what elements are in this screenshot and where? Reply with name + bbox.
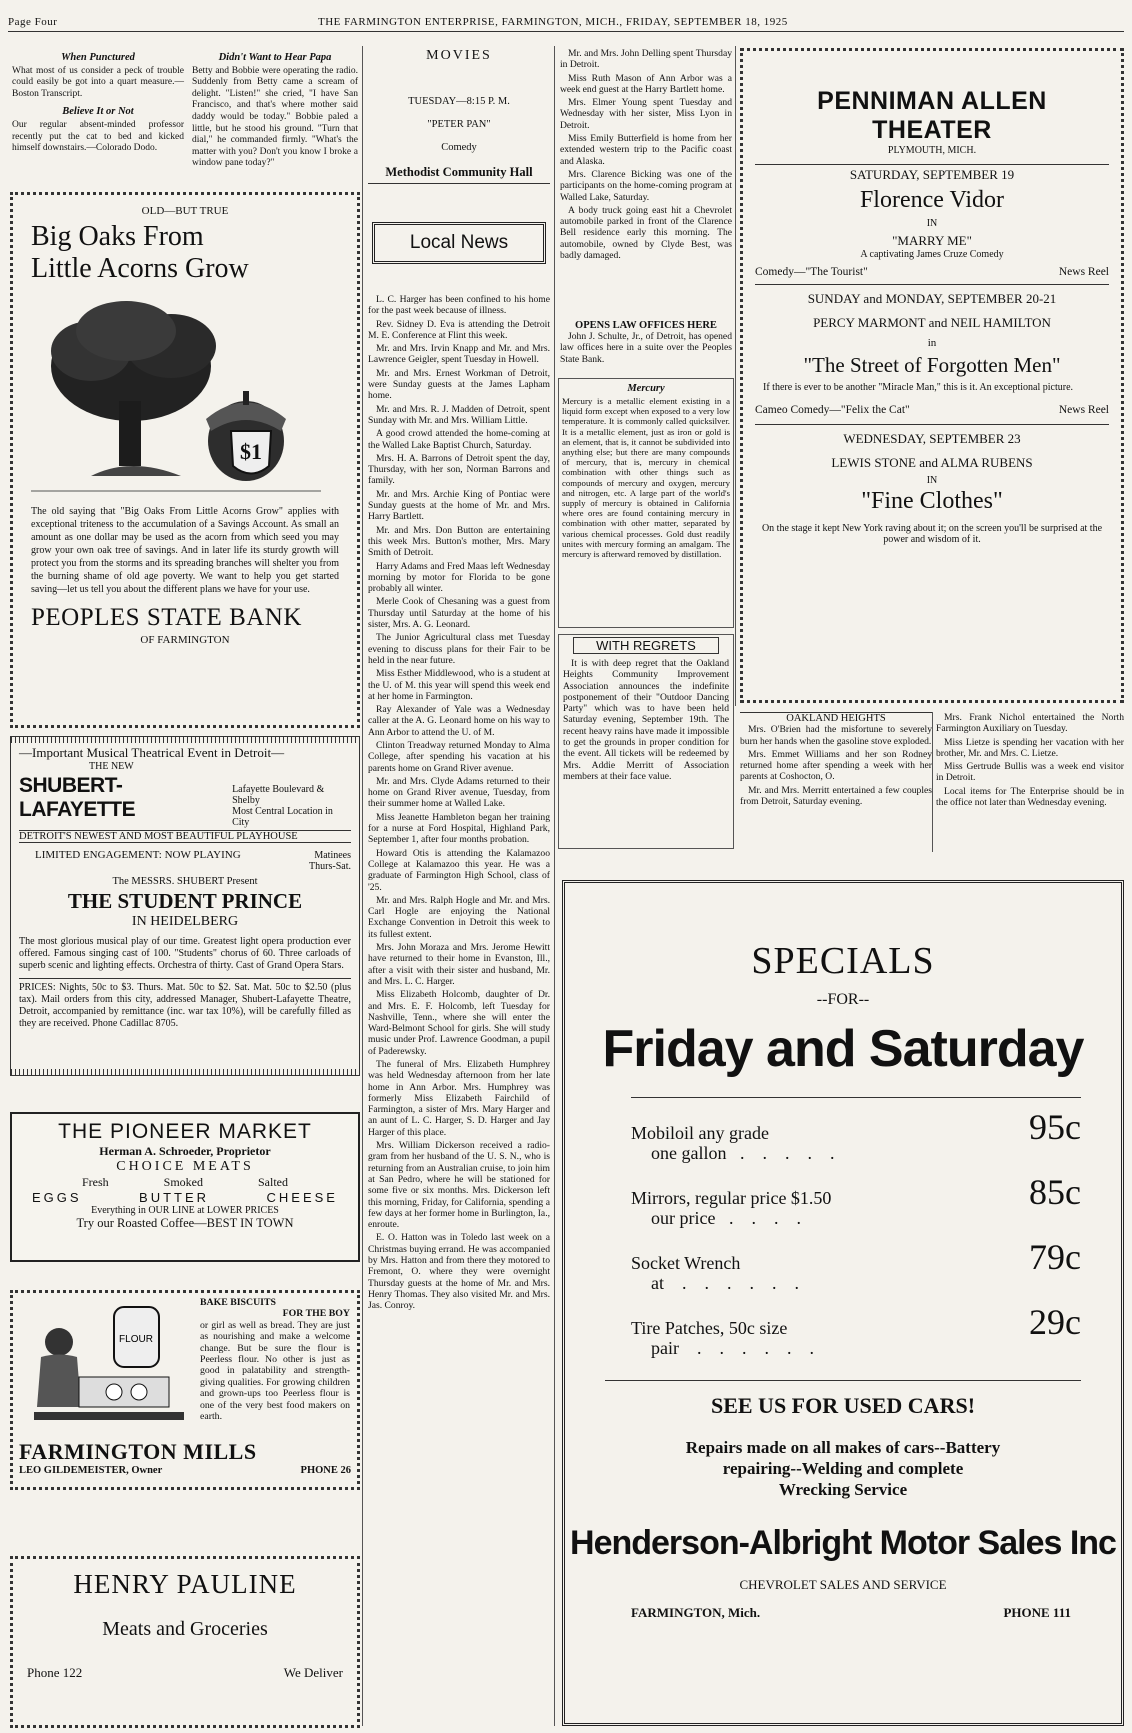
- specials-for: --FOR--: [816, 991, 870, 1008]
- desc-line: [651, 1273, 799, 1293]
- local-news-item: Miss Esther Middlewood, who is a student at the U. of M. this year will spend this week end at her home in Farmington.: [368, 668, 550, 702]
- local-news-item: The Junior Agricultural class met Tuesday evening to discuss plans for their Fair to be held in the near future.: [368, 632, 550, 666]
- border-hatch: [11, 1069, 359, 1075]
- movies-title: "PETER PAN": [427, 119, 491, 130]
- extra-2a: Cameo Comedy—"Felix the Cat": [755, 403, 910, 416]
- oakland-items: [740, 724, 932, 807]
- local-news-item: Mr. and Mrs. Archie King of Pontiac were Sunday guests at the home of Mr. and Mrs. Harry Bartlett.: [368, 488, 550, 523]
- special-item: [631, 1106, 1081, 1163]
- desc-text: pair: [651, 1338, 679, 1358]
- extra-1a: Comedy—"The Tourist": [755, 266, 868, 278]
- mills-subhead: FOR THE BOY: [282, 1308, 350, 1320]
- law-head: OPENS LAW OFFICES HERE: [575, 320, 717, 331]
- oakland-item: Mr. and Mrs. Merritt entertained a few couples from Detroit, Saturday evening.: [740, 784, 932, 808]
- bank-name: PEOPLES STATE BANK: [31, 604, 302, 631]
- heading: Didn't Want to Hear Papa: [218, 52, 332, 63]
- special-item: [631, 1236, 1081, 1293]
- special-price: 95c: [1029, 1107, 1081, 1147]
- salted: Salted: [257, 1175, 288, 1189]
- regrets-box: [558, 634, 734, 849]
- body: Our regular absent-minded professor recently put the cat to bed and kicked himself downstairs.—Colorado Dodo.: [12, 119, 184, 154]
- movies-notice: [368, 48, 550, 204]
- desc-line: Socket Wrench: [631, 1253, 741, 1273]
- local-news-item: Ray Alexander of Yale was a Wednesday caller at the A. G. Leonard home on his way to Ann Arbor to attend the U. of M.: [368, 704, 550, 738]
- local-news-item: A good crowd attended the home-coming at the Walled Lake Baptist Church, Saturday.: [368, 428, 550, 451]
- dot-leader: . . . . . .: [664, 1273, 799, 1293]
- short-item-punctured: [12, 50, 184, 155]
- mills-body: or girl as well as bread. They are just as nourishing and make a welcome change. But be sure the flour is Peerless flour. No other is just as good in palatability and strength-giving qualities. For growing children and grown-ups too Peerless flour is one of the very best food makers on earth.: [200, 1319, 350, 1423]
- note-3: On the stage it kept New York raving about it; on the screen you'll be surprised at the power and wisdom of it.: [761, 522, 1103, 545]
- pauline-name: HENRY PAULINE: [73, 1569, 297, 1599]
- matinees-line: Thurs-Sat.: [309, 861, 351, 872]
- body: What most of us consider a peck of trouble could easily be got into a quart measure.—Boston Transcript.: [12, 65, 184, 99]
- coffee-line: Try our Roasted Coffee—BEST IN TOWN: [76, 1216, 294, 1230]
- henry-pauline-advertisement: [10, 1556, 360, 1728]
- desc-text: at: [651, 1273, 664, 1293]
- local-news-item: Mr. and Mrs. Irvin Knapp and Mr. and Mrs. Lawrence Geigler, spent Tuesday in Howell.: [368, 343, 550, 366]
- flour-label: FLOUR: [119, 1334, 153, 1345]
- oakland-item: Mrs. Emmet Williams and her son Rodney returned home after spending a week with her parents at Coshocton, O.: [740, 748, 932, 783]
- repairs-line: repairing--Welding and complete: [722, 1459, 964, 1478]
- show-subtitle: IN HEIDELBERG: [131, 914, 239, 929]
- dot-leader: . . . . .: [726, 1143, 835, 1163]
- lower-prices: Everything in OUR LINE at LOWER PRICES: [91, 1205, 279, 1216]
- cheese: CHEESE: [266, 1190, 338, 1205]
- event-line: —Important Musical Theatrical Event in Detroit—: [19, 745, 285, 760]
- repairs-line: Wrecking Service: [778, 1480, 908, 1499]
- prices: PRICES: Nights, 50c to $3. Thurs. Mat. 50c to $2. Sat. Mat. 50c to $2.50 (plus tax). Mail orders from this city, addressed Manager, Shubert-Lafayette Theatre, Detroit, accompanied by remittance (inc. war tax 10%), will be carefully filled as they are received. Phone Cadillac 8705.: [19, 978, 351, 1030]
- film-1: "MARRY ME": [892, 233, 972, 248]
- desc-line: [651, 1338, 814, 1358]
- auxiliary-item: Mrs. Frank Nichol entertained the North Farmington Auxiliary on Tuesday.: [936, 712, 1124, 735]
- local-news-item: Mrs. John Moraza and Mrs. Jerome Hewitt have returned to their home in Evanston, Ill., after a visit with their sister and husband, Mr. and Mrs. L. C. Harger.: [368, 942, 550, 987]
- special-item: [631, 1301, 1081, 1358]
- desc-line: [651, 1143, 834, 1163]
- note-2: If there is ever to be another "Miracle Man," this is it. An exceptional picture.: [763, 382, 1074, 393]
- matinees-line: Matinees: [314, 850, 351, 861]
- theater-address: [232, 784, 351, 828]
- bank-body: The old saying that "Big Oaks From Little Acorns Grow" applies with exceptional triteness to the accumulation of a Savings Account. As small an amount as one dollar may be used as the acorn from which seed you may grow your own oak tree of savings. And in later life its sturdy growth will protect you from the storms and its spreading branches will shelter you from the burning shame of old age poverty. We want to help you get started saving—let us tell you about the different plans we have for your use.: [31, 506, 339, 595]
- in-3: IN: [926, 474, 938, 486]
- specials-head: SPECIALS: [751, 940, 935, 982]
- local-news-item: Miss Jeanette Hambleton began her training for a nurse at Ford Hospital, Highland Park, September 1, after four months probation.: [368, 811, 550, 846]
- desc-line: Mirrors, regular price $1.50: [631, 1188, 832, 1208]
- oakland-heights-news: [740, 712, 932, 862]
- pauline-line: Meats and Groceries: [102, 1618, 268, 1640]
- film-2: "The Street of Forgotten Men": [803, 353, 1061, 377]
- penniman-theater-advertisement: [740, 48, 1124, 703]
- theater-name: SHUBERT-LAFAYETTE: [19, 774, 136, 821]
- local-news-item: L. C. Harger has been confined to his home for the past week because of illness.: [368, 294, 550, 317]
- desc-line: Mobiloil any grade: [631, 1123, 769, 1143]
- auxiliary-news: [936, 712, 1124, 862]
- regrets-body: It is with deep regret that the Oakland Heights Community Improvement Association announces the indefinite postponement of their "Outdoor Dancing Party" which was to have been held Saturday evening, September 19th. The recent heavy rains have made it impossible to get the grounds in proper condition for the event. All tickets will be redeemed by Mrs. Addie Merritt of Association members at their face value.: [563, 658, 729, 782]
- local-news-item: Mr. and Mrs. Don Button are entertaining this week Mrs. Button's mother, Mrs. Mary Smith of Detroit.: [368, 524, 550, 559]
- newspaper-title: THE FARMINGTON ENTERPRISE, FARMINGTON, MICH., FRIDAY, SEPTEMBER 18, 1925: [318, 16, 788, 28]
- date-1: SATURDAY, SEPTEMBER 19: [755, 164, 1109, 183]
- pioneer-market-advertisement: [10, 1112, 360, 1262]
- flour-sack-illustration: [19, 1297, 194, 1437]
- proprietor: Herman A. Schroeder, Proprietor: [99, 1144, 271, 1158]
- desc-text: one gallon: [651, 1143, 727, 1163]
- special-desc: [631, 1318, 814, 1358]
- local-news-item: Mr. and Mrs. Ralph Hogle and Mr. and Mrs. Carl Hogle are enjoying the National Exchange Convention in Detroit this week to its fullest extent.: [368, 894, 550, 940]
- date-3: WEDNESDAY, SEPTEMBER 23: [843, 430, 1021, 446]
- page-number: Page Four: [8, 16, 58, 28]
- movies-time: TUESDAY—8:15 P. M.: [408, 96, 510, 107]
- oak-tree-acorn-illustration: [31, 291, 331, 501]
- theater-tagline: DETROIT'S NEWEST AND MOST BEAUTIFUL PLAYHOUSE: [19, 830, 351, 843]
- market-name: THE PIONEER MARKET: [58, 1120, 312, 1143]
- auxiliary-item: Local items for The Enterprise should be in the office not later than Wednesday evening.: [936, 785, 1124, 809]
- butter: BUTTER: [139, 1190, 210, 1205]
- specials-advertisement: [562, 880, 1124, 1726]
- bank-headline: [31, 221, 339, 285]
- mercury-box: [558, 378, 734, 628]
- special-desc: [631, 1123, 834, 1163]
- mills-owner: LEO GILDEMEISTER, Owner: [19, 1465, 163, 1476]
- local-news-item: Howard Otis is attending the Kalamazoo College at Kalamazoo this year. He was a graduate of Farmington High School, class of '25.: [368, 847, 550, 893]
- mills-head: BAKE BISCUITS: [200, 1297, 276, 1308]
- local-news-item: Mrs. H. A. Barrons of Detroit spent the day, Thursday, with her son, Norman Barrons and family.: [368, 452, 550, 487]
- dollar-label: $1: [240, 439, 262, 464]
- headline-line: Little Acorns Grow: [31, 253, 249, 284]
- dealer-name: Henderson-Albright Motor Sales Inc: [570, 1524, 1116, 1562]
- pauline-phone: Phone 122: [27, 1665, 83, 1680]
- dot-leader: . . . .: [715, 1208, 801, 1228]
- local-news-box: [372, 222, 546, 264]
- local-news-item: Mr. and Mrs. R. J. Madden of Detroit, spent Sunday with Mr. and Mrs. William Little.: [368, 403, 550, 426]
- star-3: LEWIS STONE and ALMA RUBENS: [831, 454, 1033, 470]
- news-item: Mrs. Clarence Bicking was one of the participants on the home-coming program at Walled Lake, Saturday.: [560, 168, 732, 203]
- special-item: [631, 1171, 1081, 1228]
- show-description: The most glorious musical play of our time. Greatest light opera production ever offered. Famous singing cast of 100. "Students" chorus of 60. Three carloads of superb scenic and lighting effects. Orchestra of thirty. Cast of Grand Opera Stars.: [19, 936, 351, 971]
- engagement: LIMITED ENGAGEMENT: NOW PLAYING: [35, 849, 241, 861]
- column-rule: [932, 712, 933, 852]
- note-1: A captivating James Cruze Comedy: [860, 249, 1004, 260]
- local-news-item: The funeral of Mrs. Elizabeth Humphrey was held Wednesday afternoon from her late home in Ann Arbor. Mrs. Humphrey was formerly Miss Elizabeth Fairchild of Farmington, a sister of Mrs. Mary Harger and an aunt of L. C. Harger, S. D. Harger and Jay Harger of this place.: [368, 1059, 550, 1138]
- body: Betty and Bobbie were operating the radio. Suddenly from Betty came a scream of delight. "Listen!" she cried, "I have San Francisco, and that's where mother said daddy would be today." Bobbie paled a little, but he stood his ground. "Turn that dial," he commanded firmly. "What's the matter with you? Don't you know I broke a window pane today?": [192, 65, 358, 169]
- star-2: PERCY MARMONT and NEIL HAMILTON: [813, 315, 1051, 330]
- heading: Believe It or Not: [62, 106, 134, 118]
- movies-kind: Comedy: [441, 142, 477, 153]
- regrets-head: WITH REGRETS: [573, 637, 719, 654]
- penniman-name: PENNIMAN ALLEN THEATER: [817, 87, 1047, 144]
- short-item-papa: [192, 50, 358, 170]
- address-line: Most Central Location in City: [232, 806, 333, 828]
- news-item: Miss Emily Butterfield is home from her extended western trip to the Pacific coast and Alaska.: [560, 133, 732, 167]
- eggs: EGGS: [32, 1190, 82, 1205]
- column-rule: [362, 46, 363, 1726]
- presents: The MESSRS. SHUBERT Present: [112, 876, 258, 887]
- news-item: Mrs. Elmer Young spent Tuesday and Wednesday with her sister, Miss Lyon in Detroit.: [560, 97, 732, 131]
- special-price: 79c: [1029, 1237, 1081, 1277]
- matinees: [309, 850, 351, 872]
- local-news-head: Local News: [409, 232, 509, 253]
- dot-leader: . . . . . .: [678, 1338, 814, 1358]
- special-desc: [631, 1188, 831, 1228]
- headline-line: Big Oaks From: [31, 221, 204, 252]
- local-news-item: Rev. Sidney D. Eva is attending the Detroit M. E. Conference at Flint this week.: [368, 318, 550, 341]
- local-news-item: E. O. Hatton was in Toledo last week on a Christmas buying errand. He was accompanied by Mrs. Hatton and from there they motored to Fremont, O. where they were overnight Thursday guests at the home of Mr. and Mrs. Henry Thomas. They also visited Mr. and Mrs. Jas. Conroy.: [368, 1232, 550, 1312]
- desc-line: [651, 1208, 831, 1228]
- pauline-deliver: We Deliver: [283, 1665, 343, 1680]
- extra-1b: News Reel: [1058, 266, 1109, 278]
- local-news-item: Clinton Treadway returned Monday to Alma College, after spending his vacation at his parents home on Grand River avenue.: [368, 739, 550, 774]
- bank-advertisement: [10, 192, 360, 728]
- farmington-mills-advertisement: [10, 1290, 360, 1490]
- show-title: THE STUDENT PRINCE: [67, 889, 303, 913]
- special-price: 29c: [1029, 1302, 1081, 1342]
- extra-2b: News Reel: [1058, 403, 1109, 416]
- news-item: Miss Ruth Mason of Ann Arbor was a week end guest at the Harry Bartlett home.: [560, 72, 732, 95]
- law-body: John J. Schulte, Jr., of Detroit, has opened law offices here in a suite over the Peoples State Bank.: [560, 331, 732, 365]
- the-new: THE NEW: [89, 761, 134, 772]
- special-price: 85c: [1029, 1172, 1081, 1212]
- auxiliary-item: Miss Gertrude Bullis was a week end visitor in Detroit.: [936, 761, 1124, 784]
- auxiliary-item: Miss Lietze is spending her vacation with her brother, Mr. and Mrs. C. Lietze.: [936, 736, 1124, 759]
- specials-days: Friday and Saturday: [602, 1020, 1084, 1078]
- choice-meats: CHOICE MEATS: [116, 1159, 254, 1174]
- mercury-head: Mercury: [627, 383, 665, 394]
- theater-advertisement: [10, 736, 360, 1076]
- local-news-item: Mr. and Mrs. Ernest Workman of Detroit, were Sunday guests at the James Lapham home.: [368, 367, 550, 402]
- movies-place: Methodist Community Hall: [368, 165, 550, 184]
- bank-town: OF FARMINGTON: [140, 634, 230, 646]
- fresh: Fresh: [82, 1175, 109, 1189]
- film-3: "Fine Clothes": [861, 487, 1003, 514]
- repairs-line: Repairs made on all makes of cars--Battery: [685, 1438, 1001, 1457]
- local-news-item: Mr. and Mrs. Clyde Adams returned to their home on Grand River avenue, Tuesday, from their summer home at Walled Lake.: [368, 775, 550, 810]
- dealer-town: FARMINGTON, Mich.: [631, 1605, 761, 1620]
- local-news-item: Mrs. William Dickerson received a radio-gram from her husband of the U. S. N., who is returning from an Australian cruise, to join him at San Pedro, where he will be stationed for some five or six months. Mrs. Dickerson left this morning, Friday, for California, spending a few days at her former home in Burlington, Ia., enroute.: [368, 1140, 550, 1231]
- date-2: SUNDAY and MONDAY, SEPTEMBER 20-21: [807, 291, 1057, 306]
- desc-line: Tire Patches, 50c size: [631, 1318, 788, 1338]
- law-office-notice: [560, 320, 732, 365]
- mills-phone: PHONE 26: [300, 1465, 351, 1476]
- local-news-item: Harry Adams and Fred Maas left Wednesday morning by motor for Florida to be gone probably all winter.: [368, 560, 550, 595]
- in-2: in: [927, 337, 937, 349]
- bank-kicker: OLD—BUT TRUE: [141, 205, 229, 217]
- used-cars: SEE US FOR USED CARS!: [605, 1380, 1081, 1419]
- movies-head: MOVIES: [426, 48, 492, 63]
- news-item: A body truck going east hit a Chevrolet automobile parked in front of the Clarence Bell residence early this morning. The automobile, owned by Clyde Best, was badly damaged.: [560, 204, 732, 262]
- dealer-phone: PHONE 111: [1003, 1605, 1071, 1620]
- penniman-town: PLYMOUTH, MICH.: [887, 145, 977, 156]
- heading: When Punctured: [61, 52, 135, 63]
- specials-list: [631, 1097, 1081, 1358]
- local-news-column: [368, 294, 550, 1726]
- mercury-body: Mercury is a metallic element existing in a liquid form except when exposed to a very low temperature. It is commonly called quicksilver. It is a metallic element, just as iron or gold is an element, that is, it cannot be subdivided into anything else; but there are many compounds of mercury, that is, mercury in chemical combination with other things such as compounds of mercury and oxygen, mercury and nitrogen, etc. A large part of the world's supply of mercury is obtained in California where ores are found containing mercury in combination with other matter, separated by various chemical processes. Gold dust readily unites with mercury forming an amalgam. The mercury is afterward removed by distillation.: [562, 396, 730, 560]
- column-rule: [735, 46, 736, 706]
- local-news-item: Miss Elizabeth Holcomb, daughter of Dr. and Mrs. E. F. Holcomb, left Tuesday for Nashville, Tenn., where she will enter the Ward-Belmont School for girls. She will study music under Prof. Lawrence Goodman, a pupil of Paderewsky.: [368, 989, 550, 1057]
- star-1: Florence Vidor: [859, 187, 1005, 213]
- repairs: [565, 1437, 1121, 1500]
- local-news-item: Merle Cook of Chesaning was a guest from Thursday until Saturday at the home of his sister, Mrs. A. G. Leonard.: [368, 596, 550, 631]
- masthead: [8, 6, 1124, 32]
- mills-copy: [200, 1297, 350, 1437]
- oakland-head: OAKLAND HEIGHTS: [740, 712, 932, 724]
- in-1: IN: [926, 218, 938, 229]
- oakland-item: Mrs. O'Brien had the misfortune to severely burn her hands when the gasoline stove exploded.: [740, 724, 932, 747]
- mills-name: FARMINGTON MILLS: [19, 1439, 257, 1464]
- smoked: Smoked: [163, 1175, 203, 1189]
- dealer-sub: CHEVROLET SALES AND SERVICE: [739, 1577, 947, 1592]
- column-rule: [554, 46, 555, 1726]
- address-line: Lafayette Boulevard & Shelby: [232, 784, 325, 806]
- special-desc: [631, 1253, 799, 1293]
- desc-text: our price: [651, 1208, 716, 1228]
- news-item: Mr. and Mrs. John Delling spent Thursday in Detroit.: [560, 48, 732, 71]
